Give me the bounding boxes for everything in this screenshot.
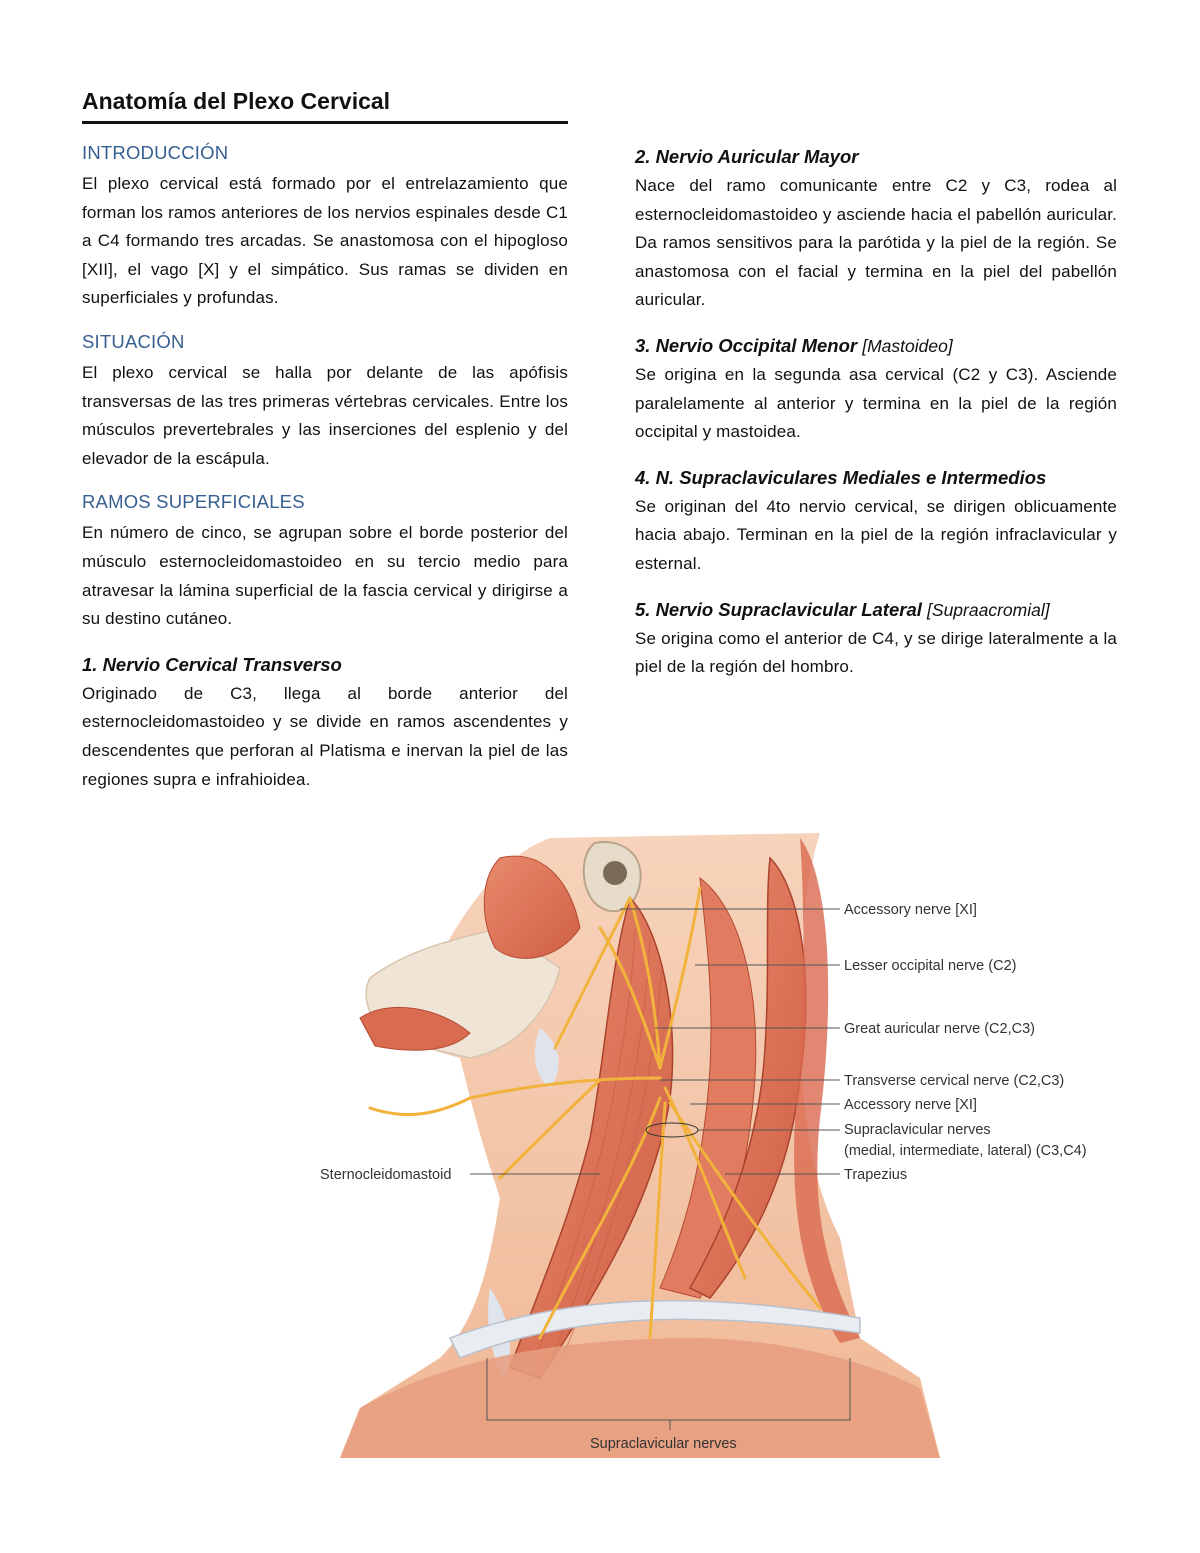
label-trapezius: Trapezius xyxy=(844,1167,908,1183)
nerve-3-title: 3. Nervio Occipital Menor xyxy=(635,334,858,356)
nerve-5-text: Se origina como el anterior de C4, y se dirige lateralmente a la piel de la región del hombro. xyxy=(635,628,1117,677)
label-supraclavicular-1: Supraclavicular nerves xyxy=(844,1122,991,1138)
nerve-1-text: Originado de C3, llega al borde anterior del esternocleidomastoideo y se divide en ramos ascendentes y descendentes que perforan al Platisma e inervan la piel de las regiones supra e infrahioidea. xyxy=(82,683,568,789)
label-lesser-occipital: Lesser occipital nerve (C2) xyxy=(844,958,1017,974)
label-sternocleidomastoid: Sternocleidomastoid xyxy=(320,1167,452,1183)
neck-anatomy-svg xyxy=(300,818,1140,1468)
nerve-4-heading xyxy=(635,467,1117,489)
nerve-1-heading xyxy=(82,654,568,676)
nerve-2-text: Nace del ramo comunicante entre C2 y C3, rodea al esternocleidomastoideo y asciende hacia el pabellón auricular. Da ramos sensitivos para la parótida y la piel de la región. Se anastomosa con el facial y termina en la piel del pabellón auricular. xyxy=(635,176,1117,310)
nerve-4-text: Se originan del 4to nervio cervical, se dirigen oblicuamente hacia abajo. Terminan en la piel de la región infraclavicular y esternal. xyxy=(635,496,1117,573)
label-supraclavicular-bottom: Supraclavicular nerves xyxy=(590,1436,737,1452)
left-column xyxy=(82,84,568,794)
right-column xyxy=(635,146,1117,682)
label-supraclavicular-2: (medial, intermediate, lateral) (C3,C4) xyxy=(844,1143,1087,1159)
nerve-5-subtitle: [Supraacromial] xyxy=(927,599,1050,620)
nerve-3-text: Se origina en la segunda asa cervical (C2 y C3). Asciende paralelamente al anterior y termina en la piel de la región occipital y mastoidea. xyxy=(635,364,1117,442)
nerve-2-heading xyxy=(635,146,1117,168)
superficial-heading: RAMOS SUPERFICIALES xyxy=(82,491,305,513)
superficial-text: En número de cinco, se agrupan sobre el borde posterior del músculo esternocleidomastoideo en su tercio medio para atravesar la lámina superficial de la fascia cervical y dirigirse a su destino cutáneo. xyxy=(82,523,568,629)
label-accessory-nerve-bottom: Accessory nerve [XI] xyxy=(844,1097,977,1113)
nerve-3-subtitle: [Mastoideo] xyxy=(862,335,953,356)
intro-text: El plexo cervical está formado por el entrelazamiento que forman los ramos anteriores de los nervios espinales desde C1 a C4 formando tres arcadas. Se anastomosa con el hipogloso [XII], el vago [X] y el simpático. Sus ramas se dividen en superficiales y profundas. xyxy=(82,174,568,308)
nerve-1-title: 1. Nervio Cervical Transverso xyxy=(82,653,342,675)
nerve-5-heading xyxy=(635,599,1117,621)
label-great-auricular: Great auricular nerve (C2,C3) xyxy=(844,1021,1035,1037)
intro-heading: INTRODUCCIÓN xyxy=(82,142,229,163)
situation-text: El plexo cervical se halla por delante de las apófisis transversas de las tres primeras vértebras cervicales. Entre los músculos prevertebrales y las inserciones del esplenio y del elevador de la escápula. xyxy=(82,362,568,468)
document-title: Anatomía del Plexo Cervical xyxy=(82,84,568,124)
nerve-3-heading xyxy=(635,335,1117,357)
nerve-5-title: 5. Nervio Supraclavicular Lateral xyxy=(635,598,922,620)
mastoid-foramen xyxy=(603,861,627,885)
cervical-plexus-illustration xyxy=(300,818,1140,1468)
label-transverse-cervical: Transverse cervical nerve (C2,C3) xyxy=(844,1073,1065,1089)
nerve-4-title: 4. N. Supraclaviculares Mediales e Intermedios xyxy=(635,466,1047,488)
nerve-2-title: 2. Nervio Auricular Mayor xyxy=(635,146,859,167)
situation-heading: SITUACIÓN xyxy=(82,330,185,352)
label-accessory-nerve-top: Accessory nerve [XI] xyxy=(844,902,977,918)
mandibular-nerve-branch xyxy=(370,1098,470,1115)
